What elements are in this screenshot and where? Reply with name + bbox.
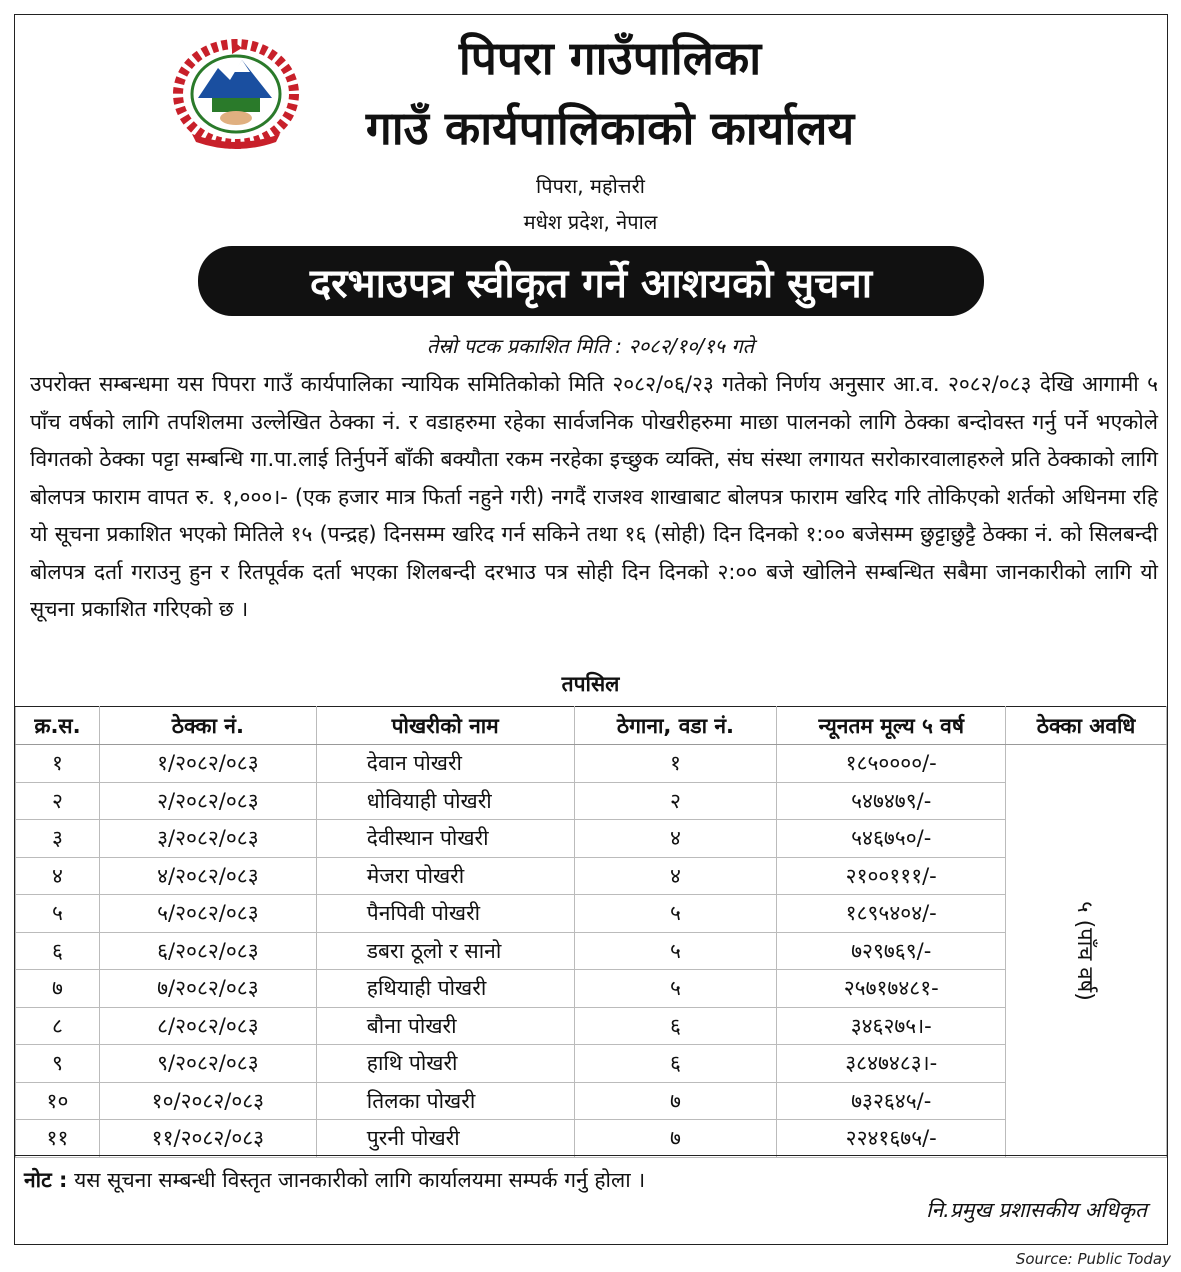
- serial-cell: १०: [16, 1082, 100, 1120]
- note-label: नोट :: [24, 1168, 68, 1192]
- address-line-2: मधेश प्रदेश, नेपाल: [523, 210, 658, 234]
- header-pond-name: पोखरीको नाम: [316, 707, 574, 745]
- table-row: [16, 1082, 1167, 1120]
- table-header-row: [16, 707, 1167, 745]
- header-min-price: न्यूनतम मूल्य ५ वर्ष: [777, 707, 1006, 745]
- serial-cell: ३: [16, 820, 100, 858]
- pond-name-cell: धोवियाही पोखरी: [316, 782, 574, 820]
- table-row: [16, 820, 1167, 858]
- min-price-cell: २५७१७४८१-: [777, 970, 1006, 1008]
- ward-cell: ६: [574, 1007, 777, 1045]
- min-price-cell: १८५००००/-: [777, 745, 1006, 783]
- serial-cell: ८: [16, 1007, 100, 1045]
- pond-name-cell: पुरनी पोखरी: [316, 1120, 574, 1158]
- serial-cell: ४: [16, 857, 100, 895]
- ward-cell: १: [574, 745, 777, 783]
- duration-cell: [1006, 745, 1167, 1158]
- ward-cell: ६: [574, 1045, 777, 1083]
- serial-cell: ९: [16, 1045, 100, 1083]
- table-row: [16, 1045, 1167, 1083]
- ward-cell: ४: [574, 857, 777, 895]
- ward-cell: ५: [574, 932, 777, 970]
- table-row: [16, 745, 1167, 783]
- ward-cell: ४: [574, 820, 777, 858]
- address-line-1: पिपरा, महोत्तरी: [536, 174, 645, 198]
- serial-cell: २: [16, 782, 100, 820]
- ward-cell: ७: [574, 1120, 777, 1158]
- min-price-cell: ५४६७५०/-: [777, 820, 1006, 858]
- contract-no-cell: २/२०८२/०८३: [99, 782, 316, 820]
- contracts-table: [15, 706, 1167, 1158]
- published-date: तेस्रो पटक प्रकाशित मिति : २०८२/१०/१५ गते: [426, 334, 755, 358]
- pond-name-cell: बौना पोखरी: [316, 1007, 574, 1045]
- pond-name-cell: हथियाही पोखरी: [316, 970, 574, 1008]
- source-credit: Source: Public Today: [1015, 1250, 1171, 1268]
- min-price-cell: ३४६२७५।-: [777, 1007, 1006, 1045]
- pond-name-cell: देवान पोखरी: [316, 745, 574, 783]
- footer-note: [24, 1166, 645, 1194]
- ward-cell: ७: [574, 1082, 777, 1120]
- contract-no-cell: ९/२०८२/०८३: [99, 1045, 316, 1083]
- signatory: नि.प्रमुख प्रशासकीय अधिकृत: [926, 1198, 1147, 1222]
- min-price-cell: १८९५४०४/-: [777, 895, 1006, 933]
- municipality-name: पिपरा गाउँपालिका: [458, 31, 762, 85]
- contract-no-cell: १/२०८२/०८३: [99, 745, 316, 783]
- pond-name-cell: डबरा ठूलो र सानो: [316, 932, 574, 970]
- table-row: [16, 782, 1167, 820]
- serial-cell: ५: [16, 895, 100, 933]
- table-row: [16, 970, 1167, 1008]
- header-contract-no: ठेक्का नं.: [99, 707, 316, 745]
- office-name: गाउँ कार्यपालिकाको कार्यालय: [365, 101, 855, 155]
- min-price-cell: ५४७४७९/-: [777, 782, 1006, 820]
- contract-no-cell: ७/२०८२/०८३: [99, 970, 316, 1008]
- contract-no-cell: ११/२०८२/०८३: [99, 1120, 316, 1158]
- serial-cell: ७: [16, 970, 100, 1008]
- ward-cell: २: [574, 782, 777, 820]
- serial-cell: ११: [16, 1120, 100, 1158]
- contract-no-cell: १०/२०८२/०८३: [99, 1082, 316, 1120]
- nepal-emblem-logo: [172, 38, 300, 150]
- contract-no-cell: ४/२०८२/०८३: [99, 857, 316, 895]
- pond-name-cell: मेजरा पोखरी: [316, 857, 574, 895]
- ward-cell: ५: [574, 970, 777, 1008]
- table-row: [16, 1007, 1167, 1045]
- table-row: [16, 932, 1167, 970]
- pond-name-cell: हाथि पोखरी: [316, 1045, 574, 1083]
- contract-no-cell: ८/२०८२/०८३: [99, 1007, 316, 1045]
- note-text: यस सूचना सम्बन्धी विस्तृत जानकारीको लागि कार्यालयमा सम्पर्क गर्नु होला ।: [74, 1168, 646, 1192]
- notice-title: दरभाउपत्र स्वीकृत गर्ने आशयको सुचना: [309, 260, 873, 307]
- serial-cell: १: [16, 745, 100, 783]
- min-price-cell: ७२९७६९/-: [777, 932, 1006, 970]
- pond-name-cell: तिलका पोखरी: [316, 1082, 574, 1120]
- min-price-cell: ७३२६४५/-: [777, 1082, 1006, 1120]
- table-row: [16, 857, 1167, 895]
- min-price-cell: २१००१११/-: [777, 857, 1006, 895]
- min-price-cell: ३८४७४८३।-: [777, 1045, 1006, 1083]
- pond-name-cell: पैनपिवी पोखरी: [316, 895, 574, 933]
- pond-name-cell: देवीस्थान पोखरी: [316, 820, 574, 858]
- header-ward: ठेगाना, वडा नं.: [574, 707, 777, 745]
- contract-no-cell: ६/२०८२/०८३: [99, 932, 316, 970]
- divider: [14, 1155, 1167, 1156]
- header-serial: क्र.स.: [16, 707, 100, 745]
- duration-text: ५ (पाँच वर्ष): [1072, 900, 1098, 1001]
- min-price-cell: २२४१६७५/-: [777, 1120, 1006, 1158]
- table-row: [16, 895, 1167, 933]
- table-caption: तपसिल: [561, 672, 620, 696]
- contract-no-cell: ५/२०८२/०८३: [99, 895, 316, 933]
- header-duration: ठेक्का अवधि: [1006, 707, 1167, 745]
- contract-no-cell: ३/२०८२/०८३: [99, 820, 316, 858]
- notice-title-banner: [198, 246, 984, 316]
- notice-body: उपरोक्त सम्बन्धमा यस पिपरा गाउँ कार्यपालिका न्यायिक समितिकोको मिति २०८२/०६/२३ गतेको निर्णय अनुसार आ.व. २०८२/०८३ देखि आगामी ५ पाँच वर्षको लागि तपशिलमा उल्लेखित ठेक्का नं. र वडाहरुमा रहेका सार्वजनिक पोखरीहरुमा माछा पालनको लागि ठेक्का बन्दोवस्त गर्नु पर्ने भएकोले विगतको ठेक्का पट्टा सम्बन्धि गा.पा.लाई तिर्नुपर्ने बाँकी बक्यौता रकम नरहेका इच्छुक व्यक्ति, संघ संस्था लगायत सरोकारवालाहरुले प्रति ठेक्काको लागि बोलपत्र फाराम वापत रु. १,०००।- (एक हजार मात्र फिर्ता नहुने गरी) नगदैं राजश्व शाखाबाट बोलपत्र फाराम खरिद गरि तोकिएको शर्तको अधिनमा रहि यो सूचना प्रकाशित भएको मितिले १५ (पन्द्रह) दिनसम्म खरिद गर्न सकिने तथा १६ (सोही) दिन दिनको १:०० बजेसम्म छुट्टाछुट्टै ठेक्का नं. को सिलबन्दी बोलपत्र दर्ता गराउनु हुन र रितपूर्वक दर्ता भएका शिलबन्दी दरभाउ पत्र सोही दिन दिनको २:०० बजे खोलिने सम्बन्धित सबैमा जानकारीको लागि यो सूचना प्रकाशित गरिएको छ ।: [30, 372, 1158, 621]
- serial-cell: ६: [16, 932, 100, 970]
- ward-cell: ५: [574, 895, 777, 933]
- table-row: [16, 1120, 1167, 1158]
